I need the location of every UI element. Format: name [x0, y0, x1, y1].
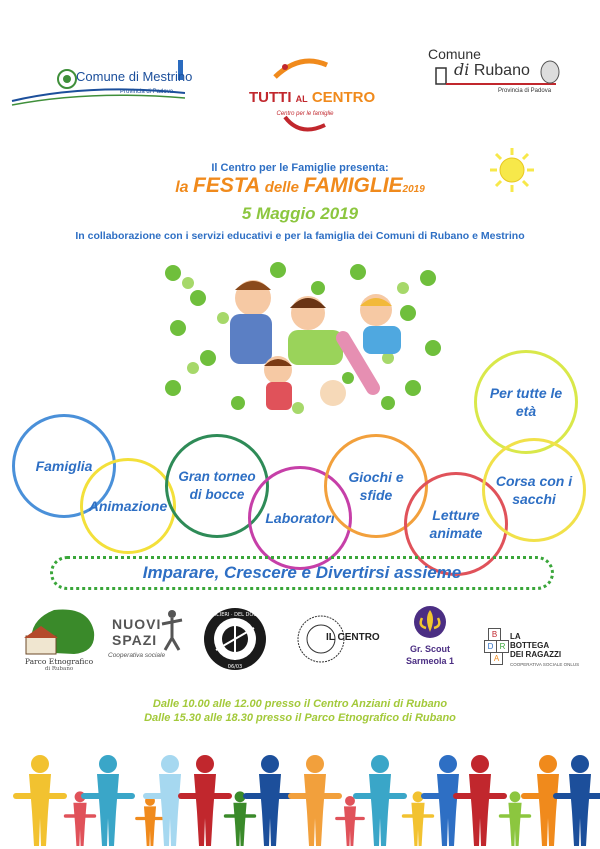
- person-figure: [66, 791, 95, 846]
- rubano-tower-icon: [428, 46, 568, 106]
- arcieri-ring-text: ARCIERI · DEL DOGE: [209, 612, 261, 618]
- logo-tutti-al-centro: [245, 55, 376, 140]
- activity-label: Corsa con i sacchi: [495, 473, 573, 507]
- clover-field-image: [158, 258, 446, 414]
- block-b: B: [488, 628, 501, 641]
- logo-mestrino: [10, 55, 193, 115]
- person-figure: [226, 791, 255, 846]
- logo-rubano: [428, 46, 568, 106]
- festa-title: [0, 174, 600, 198]
- bottega-la: LA: [510, 632, 521, 641]
- block-a: A: [490, 652, 503, 665]
- nuovi-word: NUOVI: [112, 616, 162, 632]
- activity-label: Famiglia: [35, 458, 93, 474]
- title-festa: FESTA: [193, 174, 261, 197]
- logo-parco-etnografico: [14, 602, 104, 672]
- person-figure: [404, 791, 433, 846]
- person-figure: [424, 755, 472, 846]
- collaboration-line: In collaborazione con i servizi educativi e per la famiglia dei Comuni di Rubano e Mestrino: [75, 230, 525, 242]
- activity-corsa-sacchi: [482, 438, 586, 542]
- bottega-tagline: COOPERATIVA SOCIALE ONLUS: [510, 662, 580, 667]
- arcieri-year: 06/03: [227, 664, 243, 670]
- spazi-word: SPAZI: [112, 632, 158, 648]
- block-r: R: [496, 640, 509, 653]
- logo-bottega-ragazzi: [484, 628, 589, 678]
- scout-line1: Gr. Scout: [409, 644, 450, 654]
- fleur-de-lis-icon: [412, 604, 448, 640]
- mestrino-province: Provincia di Padova: [120, 89, 174, 95]
- block-d: D: [484, 640, 497, 653]
- logo-arcieri: [202, 606, 268, 672]
- figure-icon: [160, 608, 184, 652]
- nuovi-tagline: Cooperativa sociale: [108, 652, 166, 659]
- parco-name: Parco Etnografico: [24, 657, 94, 666]
- presents-line: Il Centro per le Famiglie presenta:: [211, 162, 389, 174]
- centro-word: CENTRO: [311, 89, 376, 106]
- mestrino-initial: C: [76, 69, 86, 84]
- activity-label: Letture animate: [429, 507, 483, 541]
- logo-il-centro: [296, 614, 382, 666]
- il-centro-text: IL CENTRO: [326, 632, 380, 643]
- person-figure: [291, 755, 339, 846]
- rubano-di: di: [454, 60, 470, 79]
- tutti-word: TUTTI: [249, 89, 292, 106]
- parco-place: di Rubano: [44, 666, 74, 672]
- bottega-word: BOTTEGA: [510, 641, 550, 650]
- activity-label: Animazione: [88, 498, 168, 514]
- rubano-line1: Comune: [428, 46, 481, 62]
- schedule-line-1: Dalle 10.00 alle 12.00 presso il Centro Anziani di Rubano: [152, 698, 448, 710]
- activity-label: Per tutte le età: [489, 385, 563, 419]
- title-delle: delle: [264, 179, 299, 196]
- oak-leaf-house-icon: [14, 602, 104, 660]
- tutti-subtitle: Centro per le famiglie: [276, 111, 334, 117]
- person-figure: [356, 755, 404, 846]
- title-la: la: [175, 179, 189, 196]
- activity-label: Giochi e sfide: [348, 469, 404, 503]
- motto-text: Imparare, Crescere e Divertirsi assieme: [142, 563, 462, 582]
- family-clover-illustration: [158, 258, 446, 414]
- motto-banner: [50, 556, 554, 590]
- rubano-province: Provincia di Padova: [498, 88, 552, 94]
- logo-nuovi-spazi: [108, 608, 188, 670]
- mestrino-name: omune di Mestrino: [85, 69, 193, 84]
- person-figure: [337, 796, 363, 846]
- person-figure: [181, 755, 229, 846]
- rubano-name: Rubano: [473, 62, 530, 79]
- person-figure: [556, 755, 600, 846]
- logo-scout: [394, 604, 466, 676]
- title-famiglie: FAMIGLIE: [303, 174, 403, 197]
- person-figure: [501, 791, 530, 846]
- bottega-ragazzi: DEI RAGAZZI: [510, 650, 562, 659]
- arcieri-seal-icon: [202, 606, 268, 672]
- mestrino-swoosh-icon: [10, 55, 185, 115]
- event-date: 5 Maggio 2019: [241, 204, 359, 223]
- al-word: AL: [295, 94, 308, 104]
- title-year: 2019: [402, 184, 425, 195]
- activity-label: Laboratori: [265, 510, 335, 526]
- person-figure: [246, 755, 294, 846]
- person-figure: [16, 755, 64, 846]
- person-figure: [84, 755, 132, 846]
- people-chain-illustration: [0, 736, 600, 849]
- activity-animazione: [80, 458, 176, 554]
- person-figure: [524, 755, 572, 846]
- person-figure: [137, 796, 163, 846]
- activity-label: Gran torneo di bocce: [178, 469, 256, 502]
- scout-line2: Sarmeola 1: [405, 656, 455, 666]
- person-figure: [456, 755, 504, 846]
- schedule-line-2: Dalle 15.30 alle 18.30 presso il Parco Etnografico di Rubano: [144, 712, 456, 724]
